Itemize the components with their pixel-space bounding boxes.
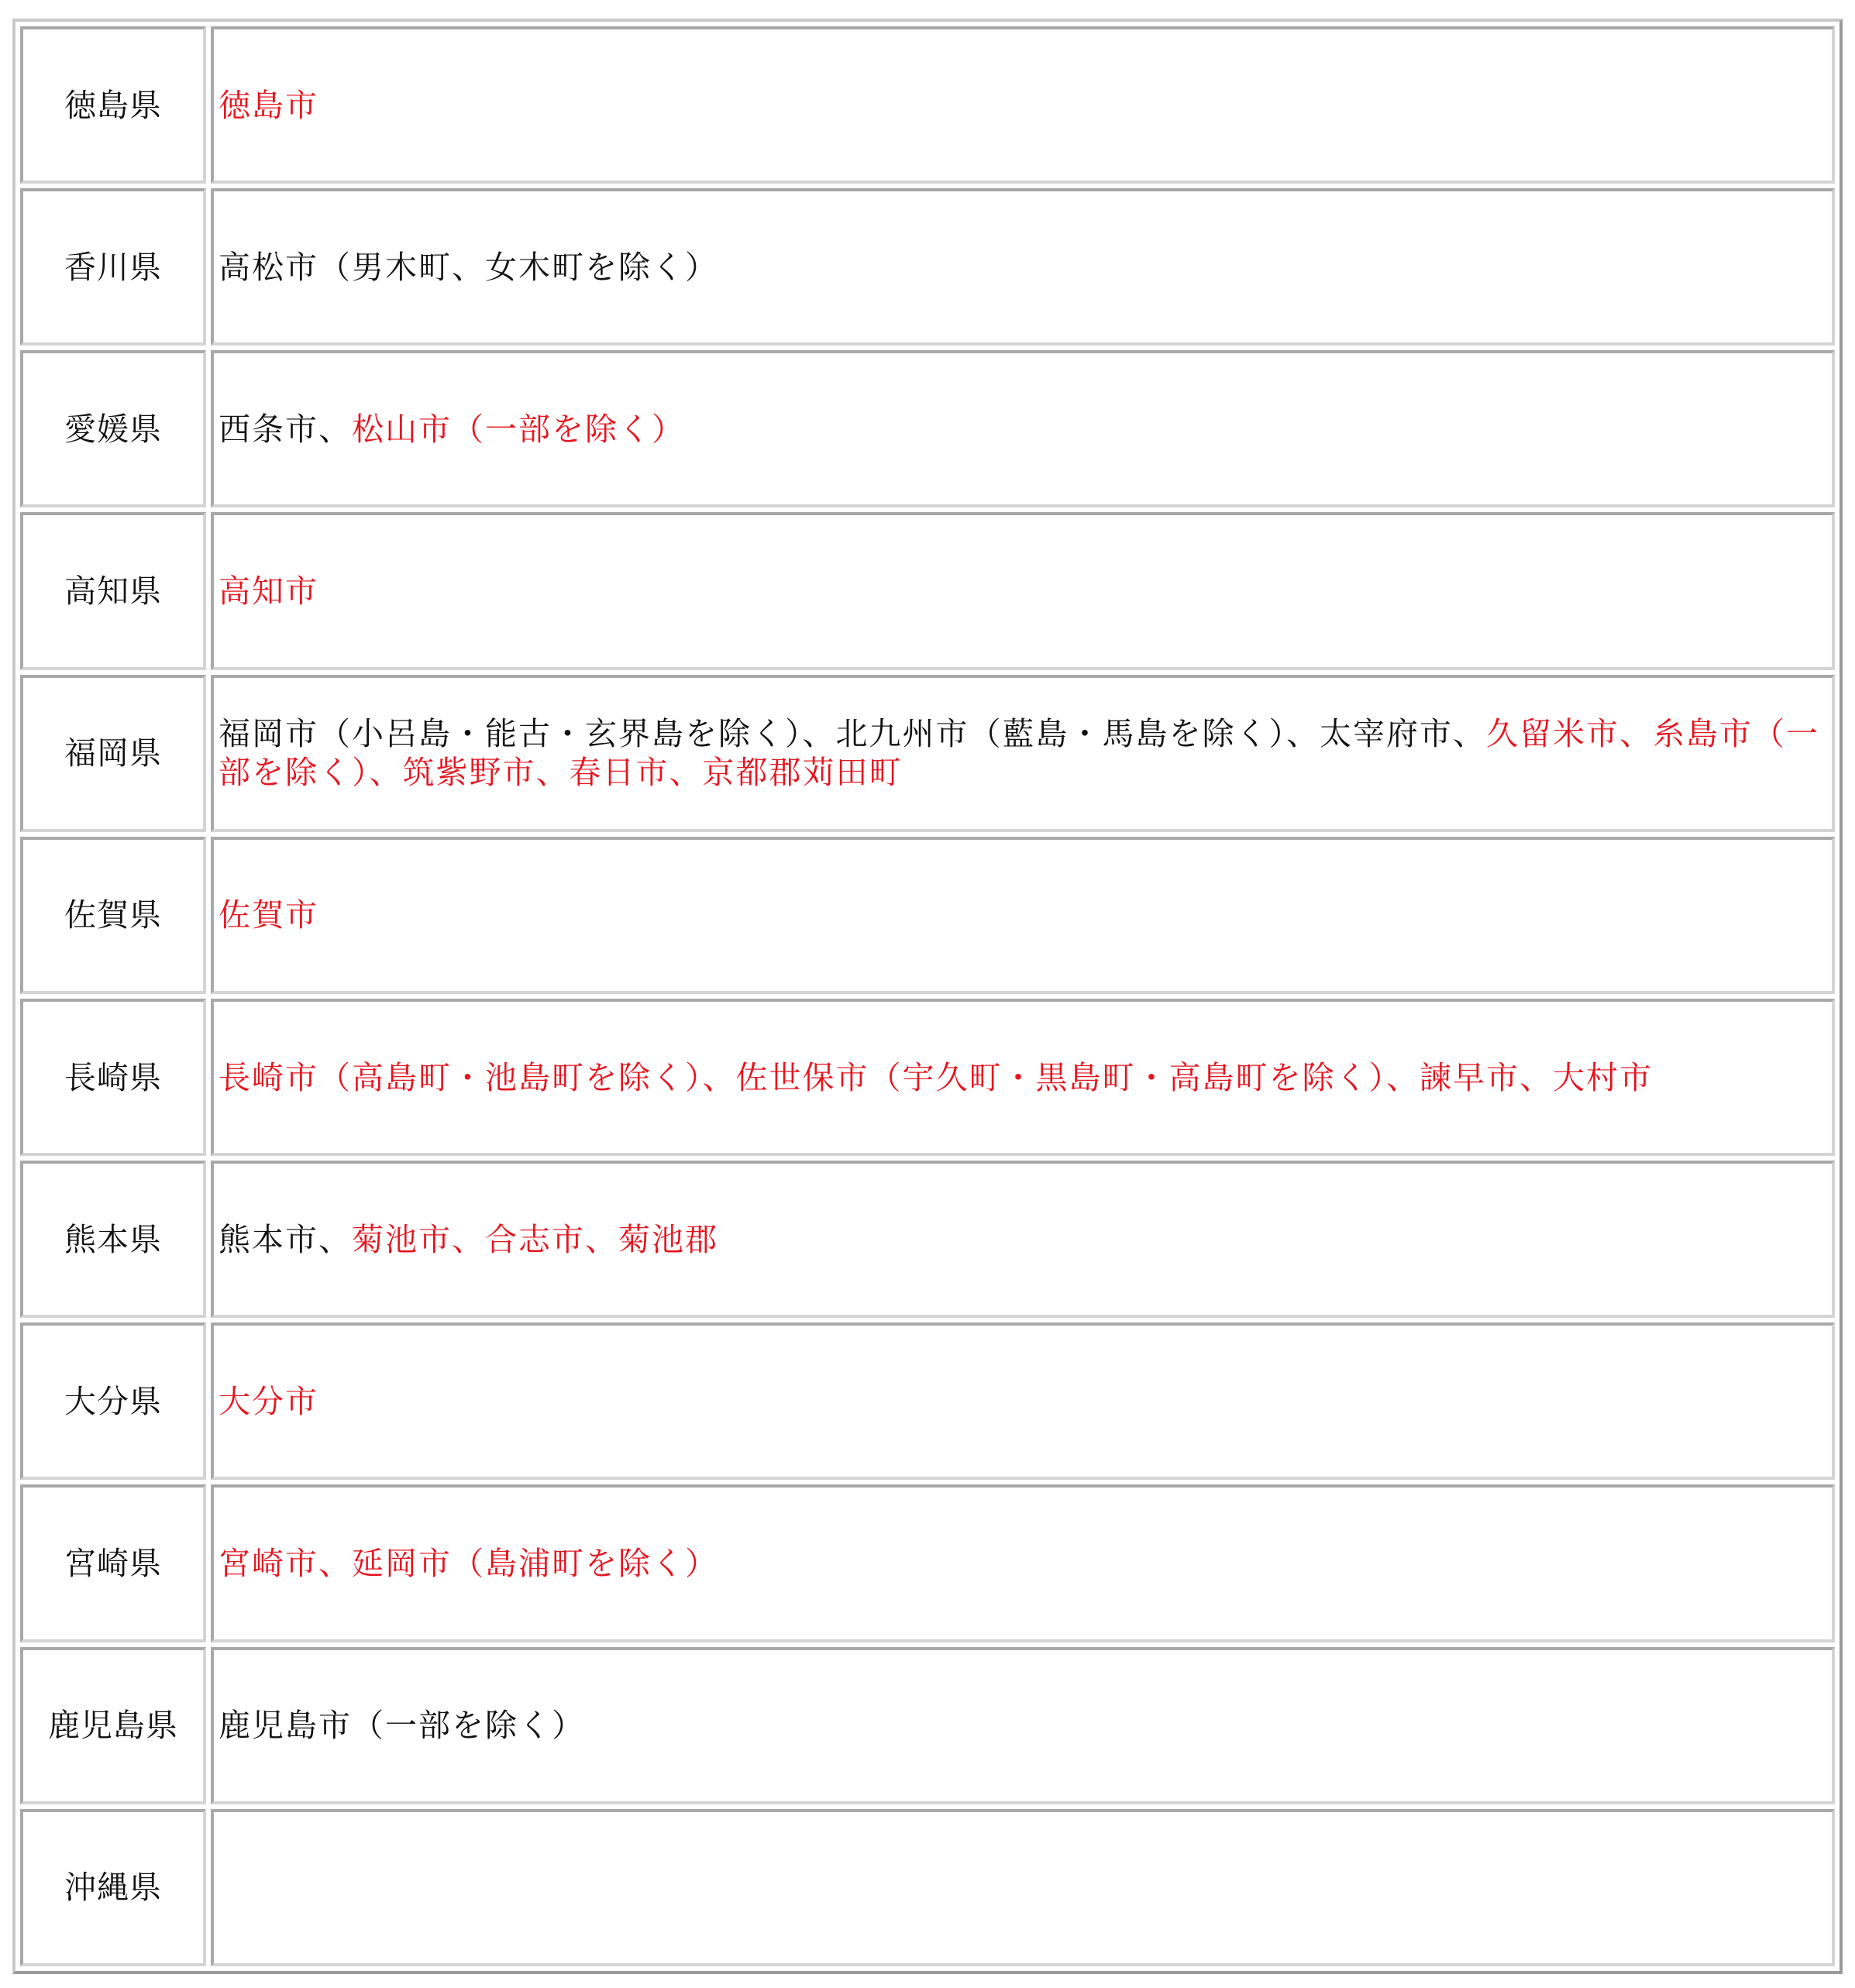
prefecture-cell: 熊本県 — [20, 1161, 206, 1318]
table-row — [20, 1647, 1835, 1804]
cities-cell — [211, 1161, 1835, 1318]
city-segment: 宮崎市、延岡市（島浦町を除く） — [219, 1544, 718, 1582]
cities-cell — [211, 350, 1835, 507]
city-segment: 福岡市（小呂島・能古・玄界島を除く）、北九州市（藍島・馬島を除く）、太宰府市、 — [219, 715, 1486, 753]
cities-cell — [211, 188, 1835, 346]
cities-cell — [211, 1647, 1835, 1804]
cities-cell — [211, 1809, 1835, 1966]
cities-cell — [211, 1322, 1835, 1480]
table-row — [20, 837, 1835, 994]
table-row — [20, 1161, 1835, 1318]
region-table-body — [20, 26, 1835, 1966]
cities-cell — [211, 1484, 1835, 1642]
city-segment: 長崎市（高島町・池島町を除く）、佐世保市（宇久町・黒島町・高島町を除く）、諫早市、大村市 — [219, 1058, 1653, 1096]
city-segment: 熊本市、 — [219, 1220, 352, 1258]
table-row — [20, 675, 1835, 832]
city-segment: 大分市 — [219, 1382, 318, 1420]
prefecture-cell: 香川県 — [20, 188, 206, 346]
prefecture-cell: 高知県 — [20, 512, 206, 669]
cities-cell — [211, 999, 1835, 1156]
city-segment: 菊池市、合志市、菊池郡 — [352, 1220, 718, 1258]
table-row — [20, 1322, 1835, 1480]
table-row — [20, 26, 1835, 184]
city-segment: 久留米市、糸島市（一部を除く）、筑紫野市、春日市、京都郡苅田町 — [219, 715, 1819, 792]
region-table-frame — [12, 19, 1843, 1974]
table-row — [20, 999, 1835, 1156]
prefecture-cell: 佐賀県 — [20, 837, 206, 994]
prefecture-cell: 徳島県 — [20, 26, 206, 184]
prefecture-cell: 沖縄県 — [20, 1809, 206, 1966]
table-row — [20, 188, 1835, 346]
table-row — [20, 512, 1835, 669]
city-segment: 松山市（一部を除く） — [352, 410, 685, 448]
table-row — [20, 1809, 1835, 1966]
prefecture-cell: 宮崎県 — [20, 1484, 206, 1642]
prefecture-cell: 福岡県 — [20, 675, 206, 832]
prefecture-cell: 大分県 — [20, 1322, 206, 1480]
cities-cell — [211, 26, 1835, 184]
prefecture-cell: 鹿児島県 — [20, 1647, 206, 1804]
city-segment: 鹿児島市（一部を除く） — [219, 1707, 585, 1745]
city-segment: 高知市 — [219, 573, 318, 611]
city-segment: 佐賀市 — [219, 896, 318, 934]
prefecture-cell: 愛媛県 — [20, 350, 206, 507]
city-segment: 西条市、 — [219, 410, 352, 448]
city-segment: 徳島市 — [219, 86, 318, 124]
cities-cell — [211, 512, 1835, 669]
prefecture-cell: 長崎県 — [20, 999, 206, 1156]
table-row — [20, 350, 1835, 507]
cities-cell — [211, 675, 1835, 832]
cities-cell — [211, 837, 1835, 994]
table-row — [20, 1484, 1835, 1642]
region-table — [15, 22, 1840, 1971]
city-segment: 高松市（男木町、女木町を除く） — [219, 248, 718, 286]
